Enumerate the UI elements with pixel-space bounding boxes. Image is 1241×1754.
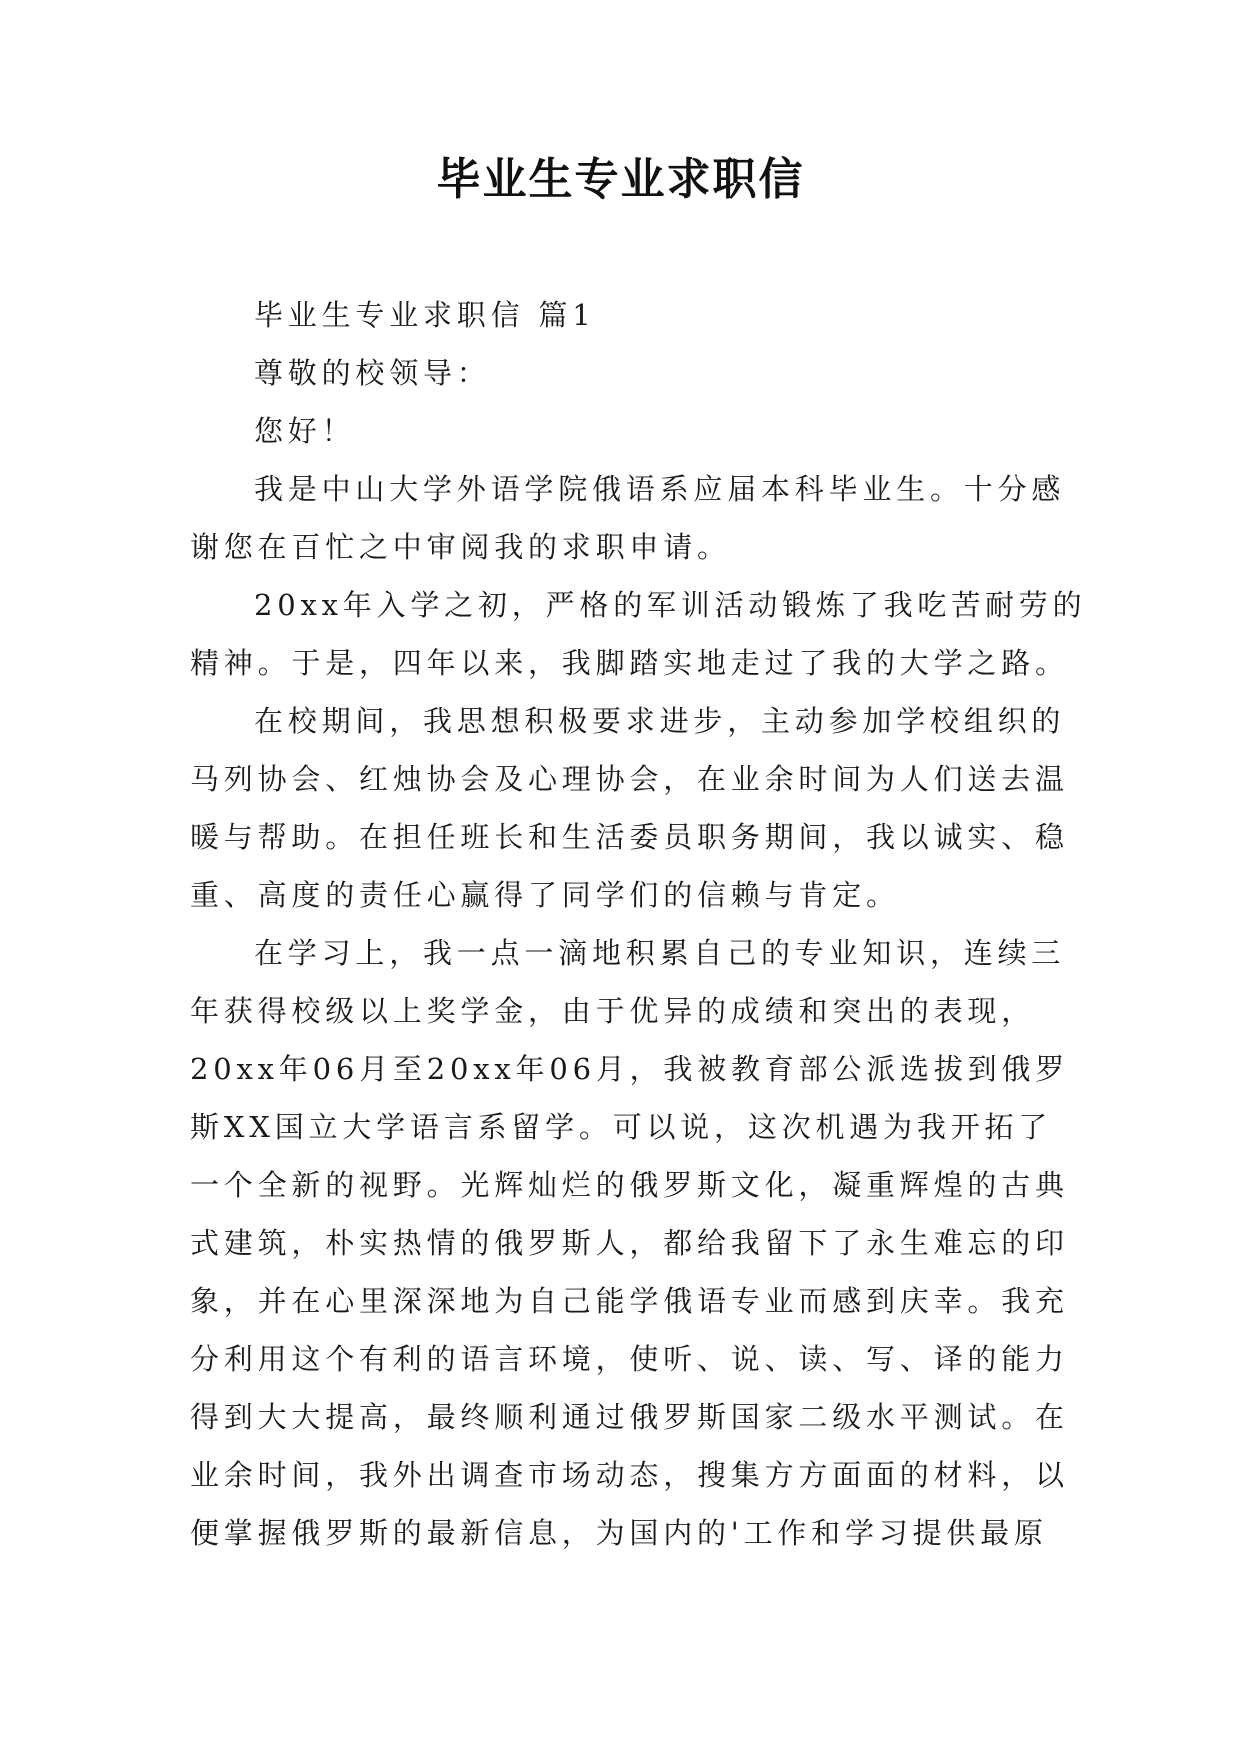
- paragraph-line: 一个全新的视野。光辉灿烂的俄罗斯文化，凝重辉煌的古典: [190, 1168, 1069, 1202]
- paragraph-line: 在校期间，我思想积极要求进步，主动参加学校组织的: [254, 704, 1066, 738]
- paragraph-line: 年获得校级以上奖学金，由于优异的成绩和突出的表现，: [190, 994, 1036, 1028]
- greeting: 您好！: [254, 414, 356, 448]
- paragraph-line: 谢您在百忙之中审阅我的求职申请。: [190, 530, 731, 564]
- letter-body: [190, 286, 1087, 1562]
- paragraph-line: 便掌握俄罗斯的最新信息，为国内的'工作和学习提供最原: [190, 1516, 1048, 1550]
- paragraph-line: 象，并在心里深深地为自己能学俄语专业而感到庆幸。我充: [190, 1284, 1069, 1318]
- paragraph-line: 精神。于是，四年以来，我脚踏实地走过了我的大学之路。: [190, 646, 1069, 680]
- paragraph-line: 20xx年入学之初，严格的军训活动锻炼了我吃苦耐劳的: [254, 588, 1087, 622]
- paragraph-line: 式建筑，朴实热情的俄罗斯人，都给我留下了永生难忘的印: [190, 1226, 1069, 1260]
- paragraph-line: 重、高度的责任心赢得了同学们的信赖与肯定。: [190, 878, 900, 912]
- paragraph-line: 得到大大提高，最终顺利通过俄罗斯国家二级水平测试。在: [190, 1400, 1069, 1434]
- document-title: 毕业生专业求职信: [436, 154, 805, 205]
- salutation: 尊敬的校领导：: [254, 356, 491, 390]
- paragraph-line: 20xx年06月至20xx年06月，我被教育部公派选拔到俄罗: [190, 1052, 1070, 1086]
- paragraph-line: 我是中山大学外语学院俄语系应届本科毕业生。十分感: [254, 472, 1066, 506]
- section-heading: 毕业生专业求职信 篇1: [254, 298, 596, 332]
- paragraph-line: 分利用这个有利的语言环境，使听、说、读、写、译的能力: [190, 1342, 1069, 1376]
- paragraph-line: 马列协会、红烛协会及心理协会，在业余时间为人们送去温: [190, 762, 1069, 796]
- paragraph-line: 在学习上，我一点一滴地积累自己的专业知识，连续三: [254, 936, 1066, 970]
- paragraph-line: 暖与帮助。在担任班长和生活委员职务期间，我以诚实、稳: [190, 820, 1069, 854]
- paragraph-line: 斯XX国立大学语言系留学。可以说，这次机遇为我开拓了: [190, 1110, 1053, 1144]
- paragraph-line: 业余时间，我外出调查市场动态，搜集方方面面的材料，以: [190, 1458, 1069, 1492]
